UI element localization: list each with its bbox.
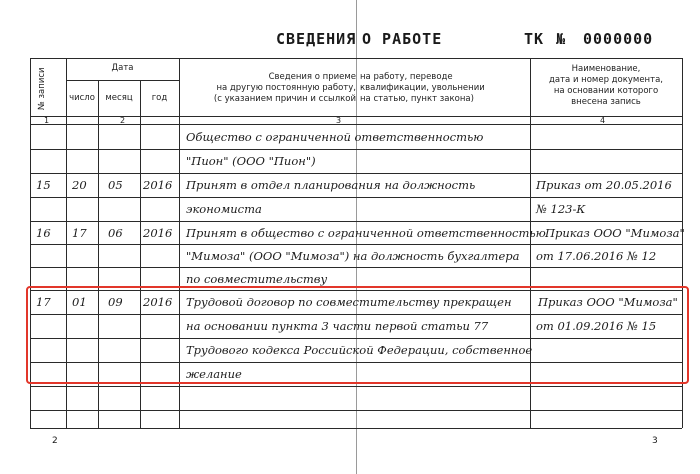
entry-16-line-3: по совместительству [186, 272, 328, 286]
row-line [30, 197, 682, 198]
entry-15-year: 2016 [143, 178, 173, 192]
info-header-right: на работу, переводе квалификации, увольнении на статью, пункт закона) [360, 72, 485, 104]
row-line [30, 244, 682, 245]
row-line [30, 149, 682, 150]
page-number-right: 3 [652, 436, 658, 446]
tk-label: ТК [524, 30, 545, 48]
info-header-left: Сведения о приеме на другую постоянную работу, (с указанием причин и ссылкой [213, 72, 356, 104]
entry-17-day: 01 [72, 295, 87, 309]
colnum-bottom-line [30, 124, 682, 125]
entry-17-line-4: желание [186, 367, 242, 381]
entry-16-no: 16 [36, 226, 51, 240]
entry-15-doc-2: № 123-К [536, 202, 586, 216]
table-bottom-border [30, 428, 682, 429]
date-header: Дата [111, 63, 134, 73]
date-subheader-line [66, 80, 179, 81]
entry-17-doc-2: от 01.09.2016 № 15 [536, 319, 657, 333]
entry-15-month: 05 [108, 178, 123, 192]
entry-16-line-1: Принят в общество с ограниченной ответственностью [186, 226, 546, 240]
entry-15-doc-1: Приказ от 20.05.2016 [536, 178, 672, 192]
day-header: число [69, 93, 95, 103]
record-number-header: № записи [37, 67, 47, 110]
entry-16-month: 06 [108, 226, 123, 240]
row-line [30, 173, 682, 174]
entry-17-highlight-frame [26, 286, 689, 384]
org-line-1: Общество с ограниченной ответственностью [186, 130, 484, 144]
entry-17-line-1: Трудовой договор по совместительству прекращен [186, 295, 512, 309]
column-number-2: 2 [120, 116, 126, 125]
header-bottom-line [30, 116, 682, 117]
title-left: СВЕДЕНИЯ [276, 30, 357, 48]
page-number-left: 2 [52, 436, 58, 446]
basis-header: Наименование, дата и номер документа, на основании которого внесена запись [549, 64, 663, 107]
entry-15-line-2: экономиста [186, 202, 262, 216]
entry-15-day: 20 [72, 178, 87, 192]
entry-16-doc-2: от 17.06.2016 № 12 [536, 249, 657, 263]
book-number: 0000000 [583, 30, 654, 48]
row-line [30, 410, 682, 411]
entry-17-line-3: Трудового кодекса Российской Федерации, собственное [186, 343, 533, 357]
entry-16-year: 2016 [143, 226, 173, 240]
entry-17-year: 2016 [143, 295, 173, 309]
row-line [30, 386, 682, 387]
entry-17-doc-1: Приказ ООО "Мимоза" [538, 295, 678, 309]
row-line [30, 221, 682, 222]
year-header: год [151, 93, 168, 103]
column-number-4: 4 [600, 116, 606, 125]
entry-15-line-1: Принят в отдел планирования на должность [186, 178, 476, 192]
column-number-1: 1 [44, 116, 50, 125]
entry-17-month: 09 [108, 295, 123, 309]
entry-15-no: 15 [36, 178, 51, 192]
title-right: О РАБОТЕ [362, 30, 443, 48]
month-header: месяц [105, 93, 133, 103]
number-sign: № [556, 30, 567, 48]
entry-16-line-2: "Мимоза" (ООО "Мимоза") на должность бухгалтера [186, 249, 520, 263]
org-line-2: "Пион" (ООО "Пион") [186, 154, 316, 168]
entry-17-line-2: на основании пункта 3 части первой статьи 77 [186, 319, 489, 333]
entry-16-day: 17 [72, 226, 87, 240]
table-top-border [30, 58, 682, 59]
entry-17-no: 17 [36, 295, 51, 309]
column-number-3-left: 3 [336, 116, 342, 125]
row-line [30, 267, 682, 268]
entry-16-doc-1: Приказ ООО "Мимоза" [545, 226, 685, 240]
